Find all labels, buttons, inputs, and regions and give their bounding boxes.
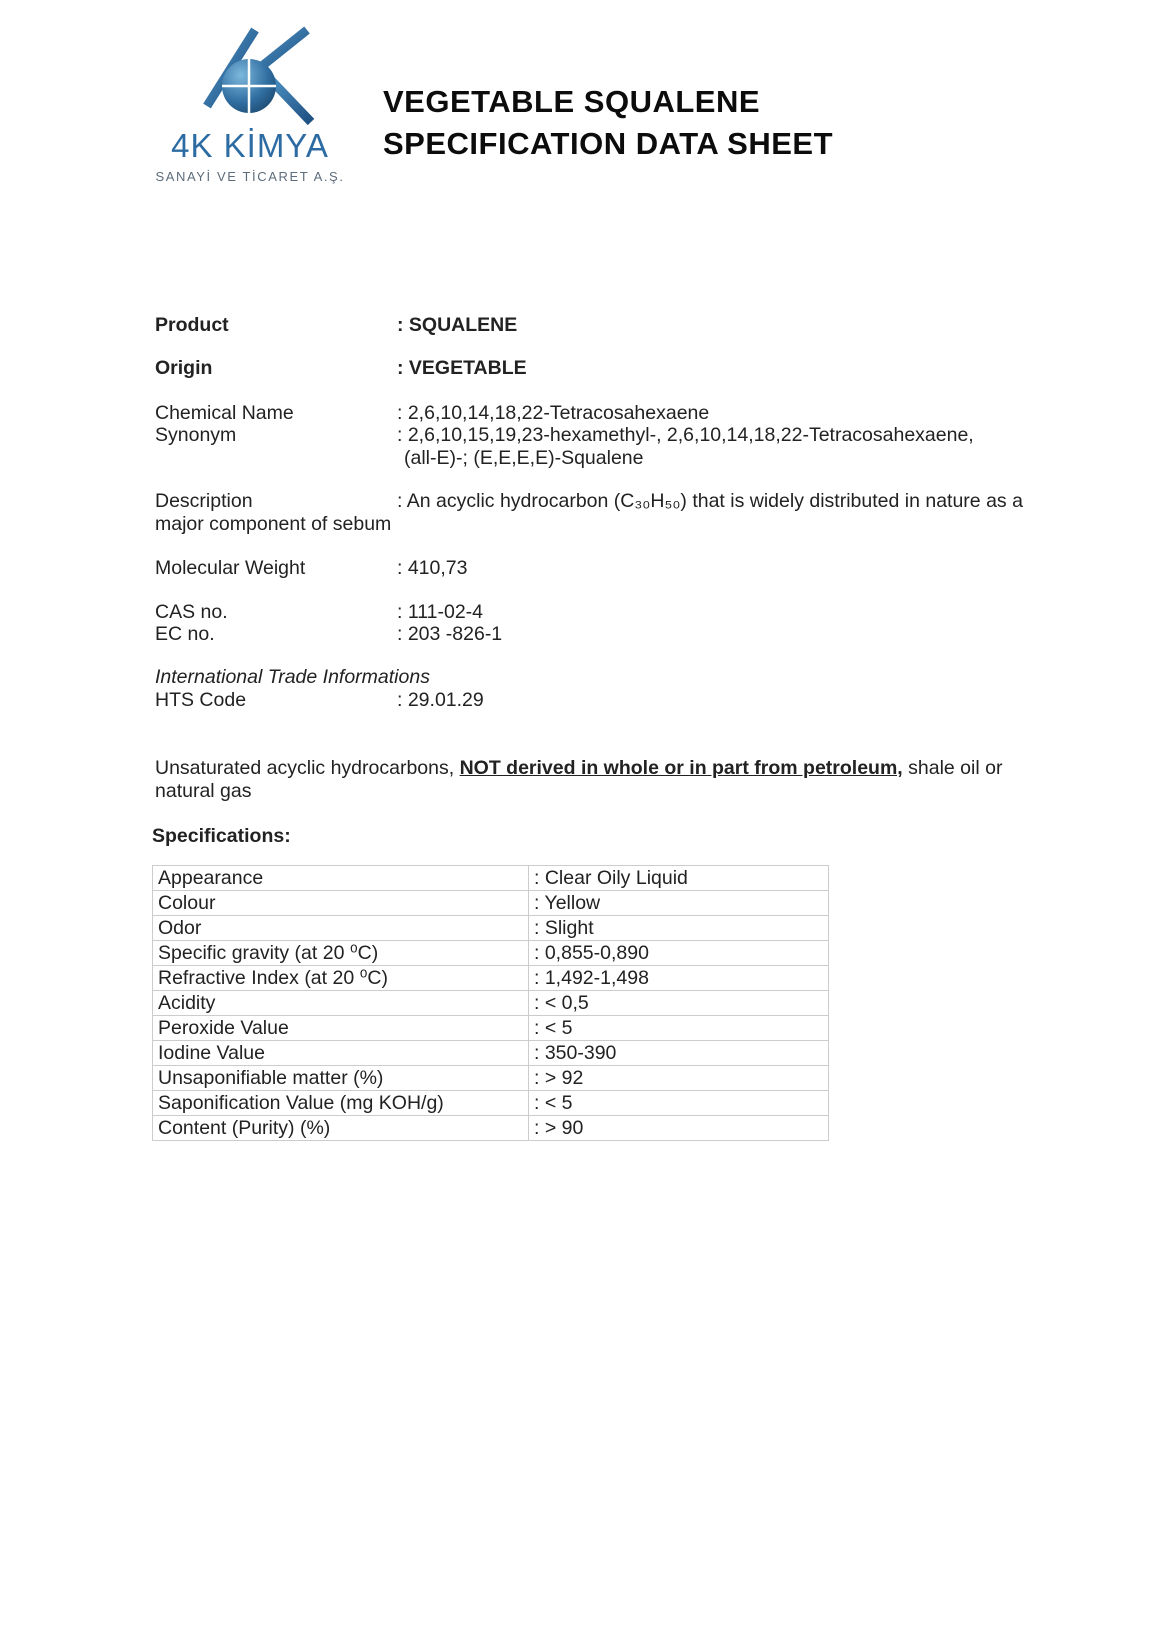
trade-heading: International Trade Informations bbox=[155, 666, 430, 688]
spec-value-cell: : < 0,5 bbox=[529, 991, 829, 1016]
spec-table-row bbox=[153, 991, 829, 1016]
field-origin-label: Origin bbox=[155, 357, 213, 379]
spec-value-cell: : < 5 bbox=[529, 1016, 829, 1041]
spec-param-cell: Peroxide Value bbox=[153, 1016, 529, 1041]
field-ec-no-label: EC no. bbox=[155, 623, 215, 645]
field-cas-no-value: : 111-02-4 bbox=[397, 601, 483, 623]
field-product bbox=[155, 314, 517, 337]
spec-param-cell: Content (Purity) (%) bbox=[153, 1116, 529, 1141]
field-description-value-line1: : An acyclic hydrocarbon (C₃₀H₅₀) that is widely distributed in nature as a bbox=[397, 490, 1023, 512]
document-title bbox=[383, 81, 833, 165]
field-ec-no-value: : 203 -826-1 bbox=[397, 623, 503, 645]
field-synonym-label: Synonym bbox=[155, 424, 237, 446]
spec-param-cell: Iodine Value bbox=[153, 1041, 529, 1066]
spec-param-cell: Saponification Value (mg KOH/g) bbox=[153, 1091, 529, 1116]
field-product-label: Product bbox=[155, 314, 229, 336]
spec-param-cell: Acidity bbox=[153, 991, 529, 1016]
4k-globe-logo-icon bbox=[180, 26, 320, 126]
spec-table-row bbox=[153, 1066, 829, 1091]
spec-table-row bbox=[153, 866, 829, 891]
spec-param-cell: Refractive Index (at 20 ⁰C) bbox=[153, 966, 529, 991]
field-synonym-value: : 2,6,10,15,19,23-hexamethyl-, 2,6,10,14,18,22-Tetracosahexaene, bbox=[397, 424, 974, 446]
spec-value-cell: : Clear Oily Liquid bbox=[529, 866, 829, 891]
field-chemical-name-value: : 2,6,10,14,18,22-Tetracosahexaene bbox=[397, 402, 710, 424]
field-description-label: Description bbox=[155, 490, 253, 512]
spec-table-row bbox=[153, 966, 829, 991]
field-hts-code bbox=[155, 689, 484, 712]
field-origin bbox=[155, 357, 527, 380]
document-title-line1: VEGETABLE SQUALENE bbox=[383, 84, 761, 119]
petroleum-note-line2: natural gas bbox=[155, 780, 252, 802]
field-molecular-weight bbox=[155, 557, 467, 580]
field-synonym bbox=[155, 424, 974, 447]
company-name: 4K KİMYA bbox=[171, 127, 329, 164]
spec-param-cell: Odor bbox=[153, 916, 529, 941]
specifications-heading: Specifications: bbox=[152, 825, 291, 847]
field-product-value: : SQUALENE bbox=[397, 314, 518, 336]
spec-table-row bbox=[153, 891, 829, 916]
field-molecular-weight-value: : 410,73 bbox=[397, 557, 468, 579]
spec-value-cell: : < 5 bbox=[529, 1091, 829, 1116]
field-hts-code-value: : 29.01.29 bbox=[397, 689, 484, 711]
spec-value-cell: : 0,855-0,890 bbox=[529, 941, 829, 966]
spec-param-cell: Appearance bbox=[153, 866, 529, 891]
specifications-table bbox=[152, 865, 829, 1141]
field-origin-value: : VEGETABLE bbox=[397, 357, 527, 379]
spec-param-cell: Specific gravity (at 20 ⁰C) bbox=[153, 941, 529, 966]
spec-table-row bbox=[153, 941, 829, 966]
field-description-value-line2: major component of sebum bbox=[155, 513, 392, 535]
spec-param-cell: Colour bbox=[153, 891, 529, 916]
field-ec-no bbox=[155, 623, 502, 646]
field-cas-no bbox=[155, 601, 483, 624]
field-description bbox=[155, 490, 1023, 513]
field-synonym-value-continuation: (all-E)-; (E,E,E,E)-Squalene bbox=[404, 447, 644, 469]
spec-table-row bbox=[153, 1116, 829, 1141]
spec-value-cell: : 350-390 bbox=[529, 1041, 829, 1066]
spec-table-row bbox=[153, 1041, 829, 1066]
company-logo bbox=[150, 26, 350, 186]
spec-param-cell: Unsaponifiable matter (%) bbox=[153, 1066, 529, 1091]
document-title-line2: SPECIFICATION DATA SHEET bbox=[383, 126, 834, 161]
field-cas-no-label: CAS no. bbox=[155, 601, 228, 623]
specifications-table-body bbox=[153, 866, 829, 1141]
petroleum-note-line1 bbox=[155, 757, 1035, 780]
petroleum-note-emphasis: NOT derived in whole or in part from petroleum, bbox=[459, 757, 903, 779]
field-hts-code-label: HTS Code bbox=[155, 689, 247, 711]
petroleum-note bbox=[155, 757, 1035, 803]
spec-value-cell: : > 92 bbox=[529, 1066, 829, 1091]
spec-value-cell: : 1,492-1,498 bbox=[529, 966, 829, 991]
petroleum-note-suffix: shale oil or bbox=[902, 757, 1003, 779]
petroleum-note-prefix: Unsaturated acyclic hydrocarbons, bbox=[155, 757, 460, 779]
spec-table-row bbox=[153, 1016, 829, 1041]
company-tagline: SANAYİ VE TİCARET A.Ş. bbox=[155, 169, 345, 184]
spec-table-row bbox=[153, 916, 829, 941]
spec-value-cell: : Yellow bbox=[529, 891, 829, 916]
field-chemical-name bbox=[155, 402, 709, 425]
spec-table-row bbox=[153, 1091, 829, 1116]
field-molecular-weight-label: Molecular Weight bbox=[155, 557, 306, 579]
field-chemical-name-label: Chemical Name bbox=[155, 402, 294, 424]
spec-value-cell: : Slight bbox=[529, 916, 829, 941]
spec-value-cell: : > 90 bbox=[529, 1116, 829, 1141]
